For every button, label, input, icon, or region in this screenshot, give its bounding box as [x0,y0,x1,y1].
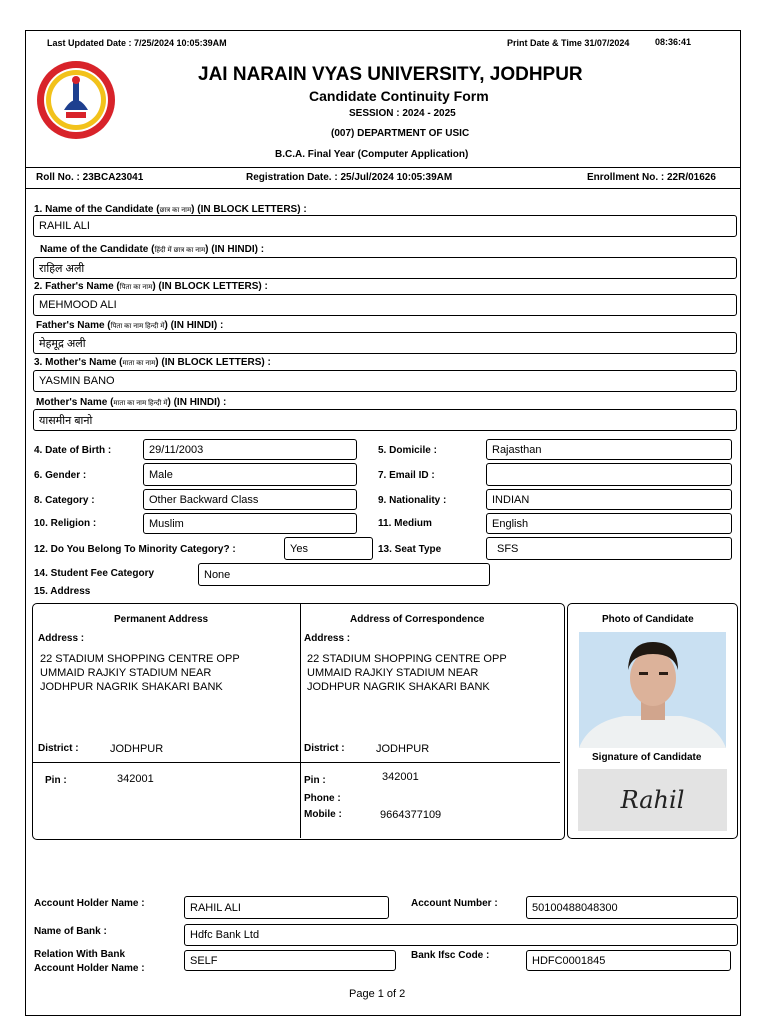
permanent-district: JODHPUR [110,743,164,755]
permanent-address-title: Permanent Address [114,614,209,625]
father-name-label: 2. Father's Name (पिता का नाम) (IN BLOCK LETTERS) : [34,281,268,292]
ifsc-label: Bank Ifsc Code : [411,950,490,961]
photo-signature-panel [567,603,738,839]
correspondence-district: JODHPUR [376,743,430,755]
fee-category-field[interactable]: None [198,563,490,586]
mother-hindi-name-label: Mother's Name (माता का नाम हिन्दी में) (IN HINDI) : [36,397,227,408]
bank-name-label: Name of Bank : [34,926,107,937]
nationality-field[interactable]: INDIAN [486,489,732,510]
nationality-label: 9. Nationality : [378,495,447,506]
permanent-address-line: 22 STADIUM SHOPPING CENTRE OPP [40,653,240,665]
permanent-address-label: Address : [38,633,85,644]
form-page [25,30,741,1016]
signature-text: Rahil [620,786,685,814]
gender-label: 6. Gender : [34,470,87,481]
email-label: 7. Email ID : [378,470,435,481]
minority-label: 12. Do You Belong To Minority Category? : [34,544,236,555]
address-section-label: 15. Address [34,586,91,597]
father-hindi-name-field[interactable]: मेहमूद्र अली [33,332,737,354]
correspondence-address-line: 22 STADIUM SHOPPING CENTRE OPP [307,653,507,665]
phone-label: Phone : [304,793,341,804]
form-title: Candidate Continuity Form [309,88,489,104]
university-name: JAI NARAIN VYAS UNIVERSITY, JODHPUR [198,64,583,85]
category-label: 8. Category : [34,495,95,506]
candidate-photo [579,632,726,748]
candidate-name-field[interactable]: RAHIL ALI [33,215,737,237]
registration-date: Registration Date. : 25/Jul/2024 10:05:39AM [246,172,453,183]
candidate-signature [578,769,727,831]
correspondence-pin: 342001 [382,771,419,783]
department: (007) DEPARTMENT OF USIC [331,128,470,139]
relation-field[interactable]: SELF [184,950,396,971]
father-hindi-name-label: Father's Name (पिता का नाम हिन्दी में) (IN HINDI) : [36,320,224,331]
ifsc-field[interactable]: HDFC0001845 [526,950,731,971]
correspondence-district-label: District : [304,743,345,754]
permanent-pin: 342001 [117,773,154,785]
fee-category-label: 14. Student Fee Category [34,568,155,579]
permanent-address-line: JODHPUR NAGRIK SHAKARI BANK [40,681,223,693]
gender-field[interactable]: Male [143,463,357,486]
divider [26,188,740,189]
religion-field[interactable]: Muslim [143,513,357,534]
account-number-label: Account Number : [411,898,498,909]
permanent-district-label: District : [38,743,79,754]
mobile-label: Mobile : [304,809,342,820]
mother-name-field[interactable]: YASMIN BANO [33,370,737,392]
domicile-field[interactable]: Rajasthan [486,439,732,460]
seat-type-field[interactable]: SFS [486,537,732,560]
session: SESSION : 2024 - 2025 [349,108,456,119]
correspondence-address-line: UMMAID RAJKIY STADIUM NEAR [307,667,479,679]
mother-hindi-name-field[interactable]: यासमीन बानो [33,409,737,431]
page-number: Page 1 of 2 [349,988,406,1000]
mobile-value: 9664377109 [380,809,442,821]
address-column-divider [300,604,301,838]
correspondence-pin-label: Pin : [304,775,326,786]
account-holder-field[interactable]: RAHIL ALI [184,896,389,919]
correspondence-address-label: Address : [304,633,351,644]
divider [26,167,740,168]
dob-field[interactable]: 29/11/2003 [143,439,357,460]
course: B.C.A. Final Year (Computer Application) [275,149,469,160]
last-updated-date: Last Updated Date : 7/25/2024 10:05:39AM [47,38,227,48]
print-date-label: Print Date & Time 31/07/2024 [507,38,630,48]
seat-type-label: 13. Seat Type [378,544,442,555]
relation-label-line1: Relation With Bank [34,949,126,960]
bank-name-field[interactable]: Hdfc Bank Ltd [184,924,738,946]
domicile-label: 5. Domicile : [378,445,437,456]
candidate-hindi-name-label: Name of the Candidate (हिंदी में छात्र का नाम) (IN HINDI) : [40,244,265,255]
account-number-field[interactable]: 50100488048300 [526,896,738,919]
father-name-field[interactable]: MEHMOOD ALI [33,294,737,316]
medium-field[interactable]: English [486,513,732,534]
religion-label: 10. Religion : [34,518,97,529]
minority-field[interactable]: Yes [284,537,373,560]
enrollment-no: Enrollment No. : 22R/01626 [587,172,716,183]
account-holder-label: Account Holder Name : [34,898,145,909]
medium-label: 11. Medium [378,518,432,529]
candidate-hindi-name-field[interactable]: राहिल अली [33,257,737,279]
address-panel [32,603,565,840]
permanent-pin-label: Pin : [45,775,67,786]
email-field[interactable] [486,463,732,486]
university-seal-logo [36,60,116,140]
mother-name-label: 3. Mother's Name (माता का नाम) (IN BLOCK LETTERS) : [34,357,271,368]
address-row-divider [33,762,560,763]
photo-title: Photo of Candidate [602,614,694,625]
dob-label: 4. Date of Birth : [34,445,112,456]
correspondence-address-title: Address of Correspondence [350,614,485,625]
signature-title: Signature of Candidate [592,752,702,763]
category-field[interactable]: Other Backward Class [143,489,357,510]
permanent-address-line: UMMAID RAJKIY STADIUM NEAR [40,667,212,679]
print-time: 08:36:41 [655,37,692,47]
roll-no: Roll No. : 23BCA23041 [36,172,144,183]
correspondence-address-line: JODHPUR NAGRIK SHAKARI BANK [307,681,490,693]
relation-label-line2: Account Holder Name : [34,963,145,974]
candidate-name-label: 1. Name of the Candidate (छात्र का नाम) (IN BLOCK LETTERS) : [34,204,307,215]
